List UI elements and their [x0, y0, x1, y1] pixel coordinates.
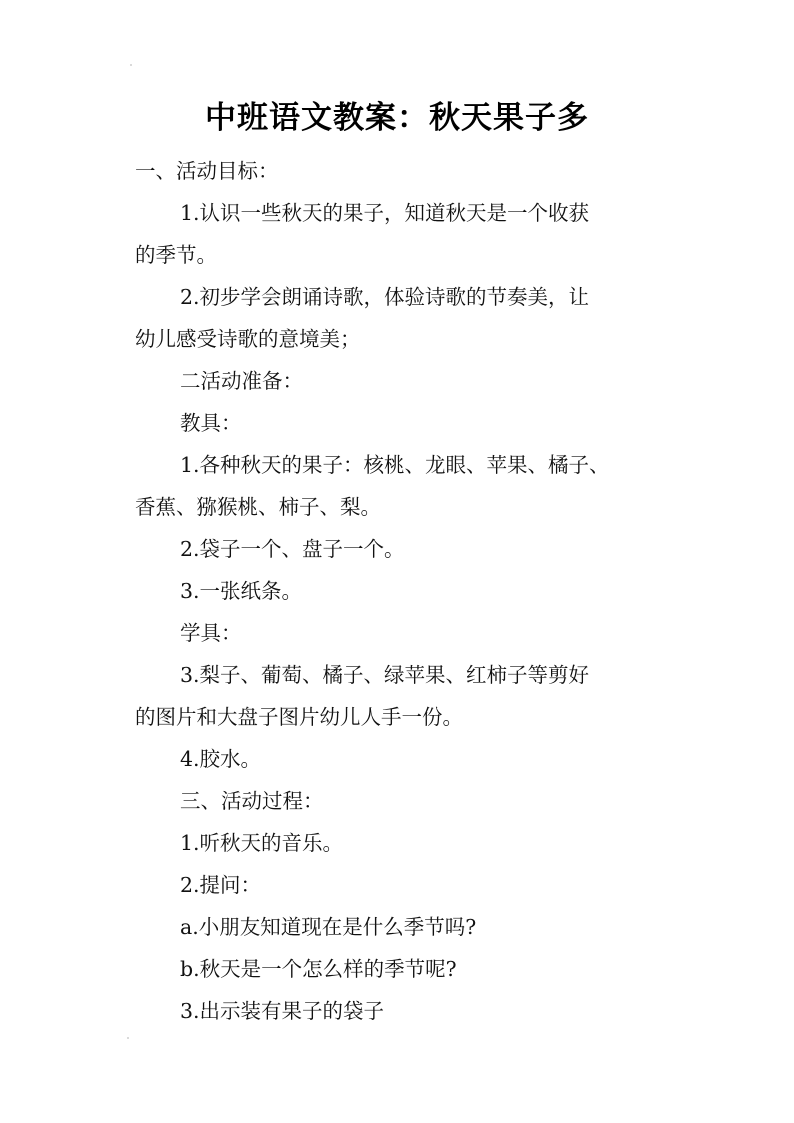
document-body	[135, 150, 675, 1032]
paragraph-line: 1.认识一些秋天的果子，知道秋天是一个收获	[180, 201, 590, 225]
document-title: 中班语文教案：秋天果子多	[205, 100, 589, 136]
subheading-teaching-aids: 教具：	[180, 411, 242, 435]
paragraph-line: 4.胶水。	[180, 747, 262, 771]
paragraph-line: 3.出示装有果子的袋子	[180, 999, 385, 1023]
scan-speck	[127, 1037, 129, 1039]
paragraph-line: 幼儿感受诗歌的意境美；	[135, 327, 361, 351]
section-heading-process: 三、活动过程：	[180, 789, 324, 813]
paragraph-line: 1.听秋天的音乐。	[180, 831, 344, 855]
paragraph-line: 的图片和大盘子图片幼儿人手一份。	[135, 705, 463, 729]
scan-speck	[130, 64, 132, 66]
paragraph-line: 的季节。	[135, 243, 217, 267]
paragraph-line: 香蕉、猕猴桃、柿子、梨。	[135, 495, 381, 519]
paragraph-line: 3.一张纸条。	[180, 579, 303, 603]
paragraph-line: b.秋天是一个怎么样的季节呢?	[180, 957, 457, 981]
paragraph-line: 1.各种秋天的果子：核桃、龙眼、苹果、橘子、	[180, 453, 610, 477]
paragraph-line: 3.梨子、葡萄、橘子、绿苹果、红柿子等剪好	[180, 663, 590, 687]
paragraph-line: 2.袋子一个、盘子一个。	[180, 537, 405, 561]
paragraph-line: a.小朋友知道现在是什么季节吗?	[180, 915, 477, 939]
paragraph-line: 2.提问：	[180, 873, 262, 897]
section-heading-preparation: 二活动准备：	[180, 369, 303, 393]
paragraph-line: 2.初步学会朗诵诗歌，体验诗歌的节奏美，让	[180, 285, 590, 309]
subheading-learning-aids: 学具：	[180, 621, 242, 645]
section-heading-goals: 一、活动目标：	[135, 159, 279, 183]
